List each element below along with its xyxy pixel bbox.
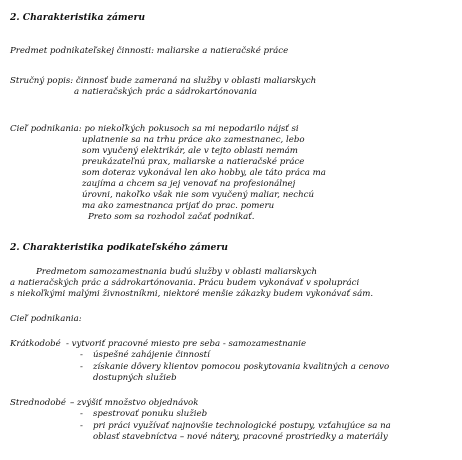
mid-term-item-2-line-2: oblasť stavebníctva – nové nátery, pracovné prostriedky a materiály bbox=[93, 432, 388, 442]
intro-line-1: Predmetom samozamestnania budú služby v oblasti maliarskych bbox=[36, 267, 318, 277]
mid-term-item-2-line-1: pri práci využívať najnovšie technologické postupy, vzťahujúce sa na bbox=[93, 421, 391, 431]
goal-line-9: Preto som sa rozhodol začať podnikať. bbox=[88, 212, 255, 222]
list-dash: - bbox=[80, 362, 83, 372]
short-term-label: Krátkodobé bbox=[10, 339, 61, 349]
intro-line-2: a natieračských prác a sádrokartónovania. Prácu budem vykonávať v spolupráci bbox=[10, 278, 360, 288]
goal-line-4: preukázateľnú prax, maliarske a natieračské práce bbox=[82, 157, 305, 167]
section1-heading: 2. Charakteristika zámeru bbox=[10, 12, 145, 23]
list-dash: - bbox=[80, 350, 83, 360]
goal-line-1: Cieľ podnikania: po niekoľkých pokusoch sa mi nepodarilo nájsť si bbox=[10, 124, 299, 134]
goal-line-7: úrovni, nakoľko však nie som vyučený maliar, nechcú bbox=[82, 190, 315, 200]
short-term-item-1: úspešné zahájenie činností bbox=[93, 350, 210, 360]
mid-term-label: Strednodobé bbox=[10, 398, 67, 408]
goal-line-3: som vyučený elektrikár, ale v tejto oblasti nemám bbox=[82, 146, 298, 156]
goal-label: Cieľ podnikania: bbox=[10, 314, 82, 324]
intro-line-3: s niekoľkými malými živnostníkmi, niektoré menšie zákazky budem vykonávať sám. bbox=[10, 289, 374, 299]
goal-line-6: zaujíma a chcem sa jej venovať na profesionálnej bbox=[82, 179, 296, 189]
section2-heading: 2. Charakteristika podikateľského zámeru bbox=[10, 242, 228, 253]
short-term-first-item: - vytvoriť pracovné miesto pre seba - samozamestnanie bbox=[66, 339, 307, 349]
goal-line-8: ma ako zamestnanca prijať do prac. pomeru bbox=[82, 201, 275, 211]
goal-line-5: som doteraz vykonával len ako hobby, ale táto práca ma bbox=[82, 168, 326, 178]
short-description-line-1: Stručný popis: činnosť bude zameraná na služby v oblasti maliarskych bbox=[10, 76, 317, 86]
mid-term-item-1: spestrovať ponuku služieb bbox=[93, 409, 208, 419]
mid-term-first-item: – zvýšiť množstvo objednávok bbox=[70, 398, 199, 408]
short-term-item-2-line-1: získanie dôvery klientov pomocou poskytovania kvalitných a cenovo bbox=[93, 362, 390, 372]
goal-line-2: uplatnenie sa na trhu práce ako zamestnanec, lebo bbox=[82, 135, 305, 145]
list-dash: - bbox=[80, 409, 83, 419]
short-term-item-2-line-2: dostupných služieb bbox=[93, 373, 177, 383]
business-activity-line: Predmet podnikateľskej činnosti: maliarske a natieračské práce bbox=[10, 46, 289, 56]
short-description-line-2: a natieračských prác a sádrokartónovania bbox=[74, 87, 258, 97]
list-dash: - bbox=[80, 421, 83, 431]
